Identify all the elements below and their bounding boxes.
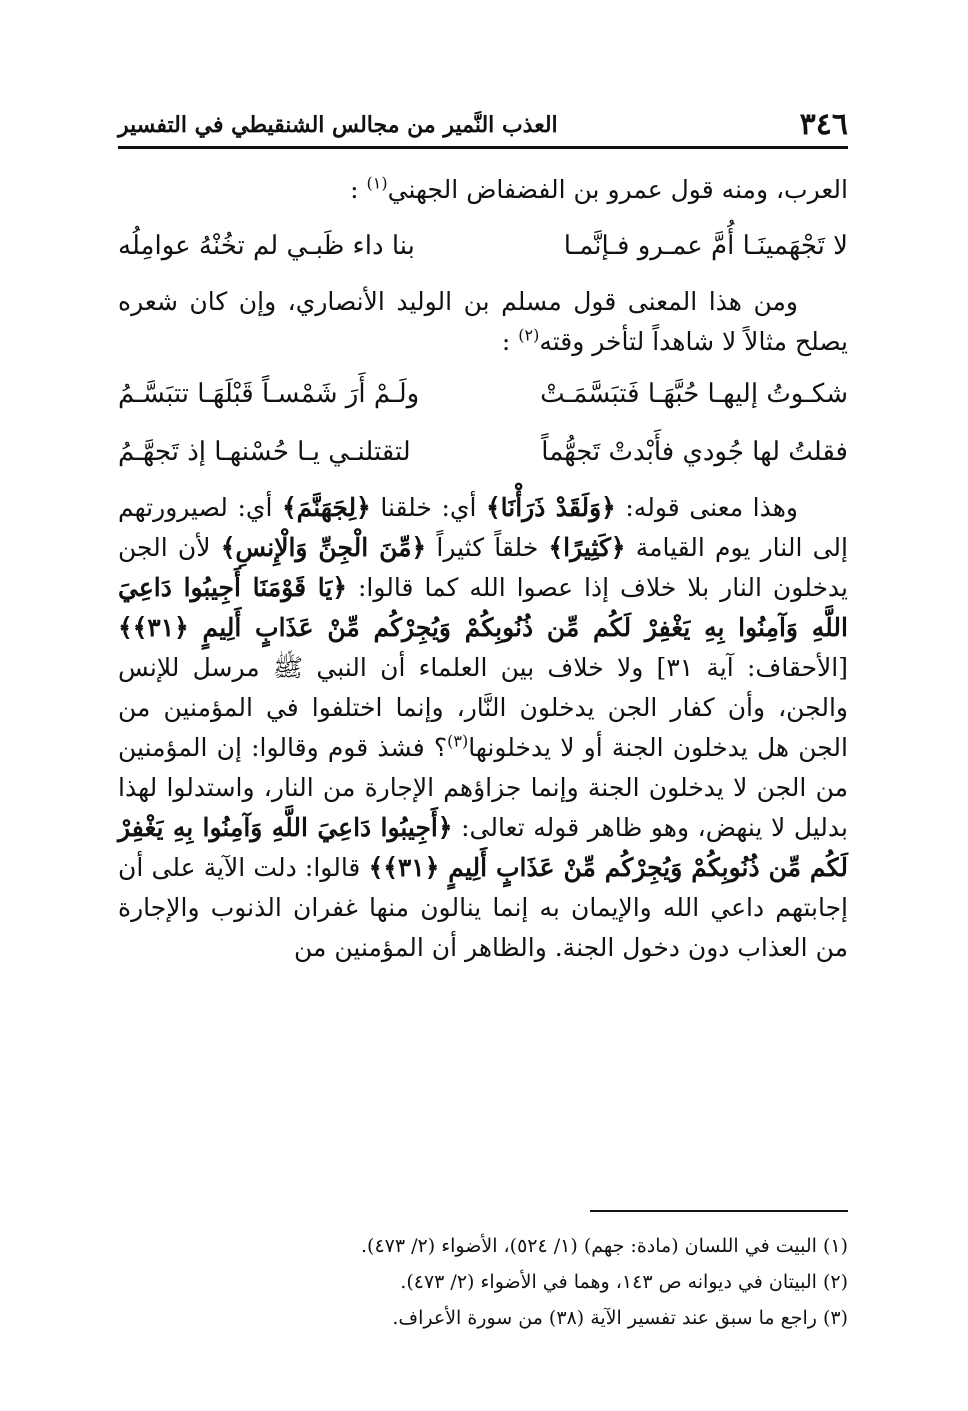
quran-quote: ﴿كَثِيرًا﴾ — [548, 533, 626, 562]
verse-second-hemistich: بنا داء ظَبـي لم تخُنْهُ عوامِلُه — [118, 231, 415, 261]
quran-quote: ﴿مِّنَ الْجِنِّ وَالْإِنسِ﴾ — [220, 533, 427, 562]
header-rule — [118, 146, 848, 149]
footnote-ref-3: (٣) — [447, 731, 469, 751]
text-segment: ؟ فشذ قوم وقالوا: إن المؤمنين من الجن لا يدخلون الجنة وإنما جزاؤهم الإجارة من النار، واستدلوا لهذا بدليل لا ينهض، وهو ظاهر قوله تعالى: — [118, 733, 848, 842]
paragraph-commentary — [118, 488, 848, 968]
footnote-ref-2: (٢) — [518, 325, 540, 345]
quran-quote: ﴿وَلَقَدْ ذَرَأْنَا﴾ — [485, 493, 616, 522]
verse-first-hemistich: شكـوتُ إليهـا حُبَّهَـا فَتبَسَّمَـتْ — [540, 379, 848, 409]
text-segment: لأن الجن يدخلون النار بلا خلاف إذا عصوا الله كما قالوا: — [118, 533, 849, 602]
running-title: العذب النَّمير من مجالس الشنقيطي في التفسير — [118, 112, 558, 138]
verse-first-hemistich: لا تَجْهَمينَـا أُمَّ عمـرو فـإنَّمـا — [563, 231, 848, 261]
paragraph-text: العرب، ومنه قول عمرو بن الفضفاض الجهني — [387, 175, 848, 204]
text-segment: أي: خلقنا — [370, 493, 486, 522]
verse-second-hemistich: ولَـمْ أَرَ شَمْسـاً قَبْلَهَـا تتبَسَّـمُ — [118, 379, 420, 409]
quran-quote: ﴿يَا قَوْمَنَا أَجِيبُوا دَاعِيَ اللَّهِ وَآمِنُوا بِهِ يَغْفِرْ لَكُم مِّن ذُنُوبِكُمْ وَيُجِرْكُم مِّنْ عَذَابٍ أَلِيمٍ ﴿٣١﴾﴾ — [118, 573, 848, 642]
footnotes — [118, 1228, 848, 1336]
footnote-ref-1: (١) — [366, 173, 388, 193]
main-text — [118, 170, 848, 968]
page-number: ٣٤٦ — [799, 107, 848, 142]
paragraph-intro — [118, 170, 848, 210]
verse-first-hemistich: فقلتُ لها جُودي فأَبْدتْ تَجهُّماً — [541, 437, 848, 467]
page-header — [118, 108, 848, 142]
text-segment: أي: لصيرورتهم إلى النار يوم القيامة — [118, 493, 848, 562]
text-segment: قالوا: دلت الآية على أن إجابتهم داعي الله والإيمان به إنما ينالون منها غفران الذنوب والإجارة من العذاب دون دخول الجنة. والظاهر أن المؤمنين من — [118, 853, 848, 962]
text-segment: [الأحقاف: آية ٣١] ولا خلاف بين العلماء أن النبي ﷺ مرسل للإنس والجن، وأن كفار الجن يدخلون النَّار، وإنما اختلفوا في المؤمنين من الجن هل يدخلون الجنة أو لا يدخلونها — [118, 653, 848, 762]
poem-verse-3 — [118, 430, 848, 474]
footnote-2: (٢) البيتان في ديوانه ص ١٤٣، وهما في الأضواء (٢/ ٤٧٣). — [400, 1271, 848, 1293]
paragraph-tail: : — [501, 327, 511, 356]
text-segment: وهذا معنى قوله: — [615, 493, 799, 522]
paragraph-text: ومن هذا المعنى قول مسلم بن الوليد الأنصاري، وإن كان شعره يصلح مثالاً لا شاهداً لتأخر وقته — [118, 287, 848, 356]
footnote-rule — [590, 1210, 848, 1212]
quran-quote: ﴿لِجَهَنَّمَ﴾ — [282, 493, 371, 522]
paragraph-meaning — [118, 282, 848, 362]
text-segment: خلقاً كثيراً — [426, 533, 549, 562]
verse-second-hemistich: لتقتلنـي يـا حُسْنهـا إذ تَجهَّـمُ — [118, 437, 411, 467]
quran-quote: ﴿أَجِيبُوا دَاعِيَ اللَّهِ وَآمِنُوا بِهِ يَغْفِرْ لَكُم مِّن ذُنُوبِكُمْ وَيُجِرْكُم مِّنْ عَذَابٍ أَلِيمٍ ﴿٣١﴾﴾ — [118, 813, 848, 882]
paragraph-tail: : — [350, 175, 359, 204]
footnote-3: (٣) راجع ما سبق عند تفسير الآية (٣٨) من سورة الأعراف. — [392, 1307, 848, 1329]
poem-verse-1 — [118, 224, 848, 268]
footnote-1: (١) البيت في اللسان (مادة: جهم) (١/ ٥٢٤)، الأضواء (٢/ ٤٧٣). — [361, 1235, 848, 1257]
poem-verse-2 — [118, 372, 848, 416]
